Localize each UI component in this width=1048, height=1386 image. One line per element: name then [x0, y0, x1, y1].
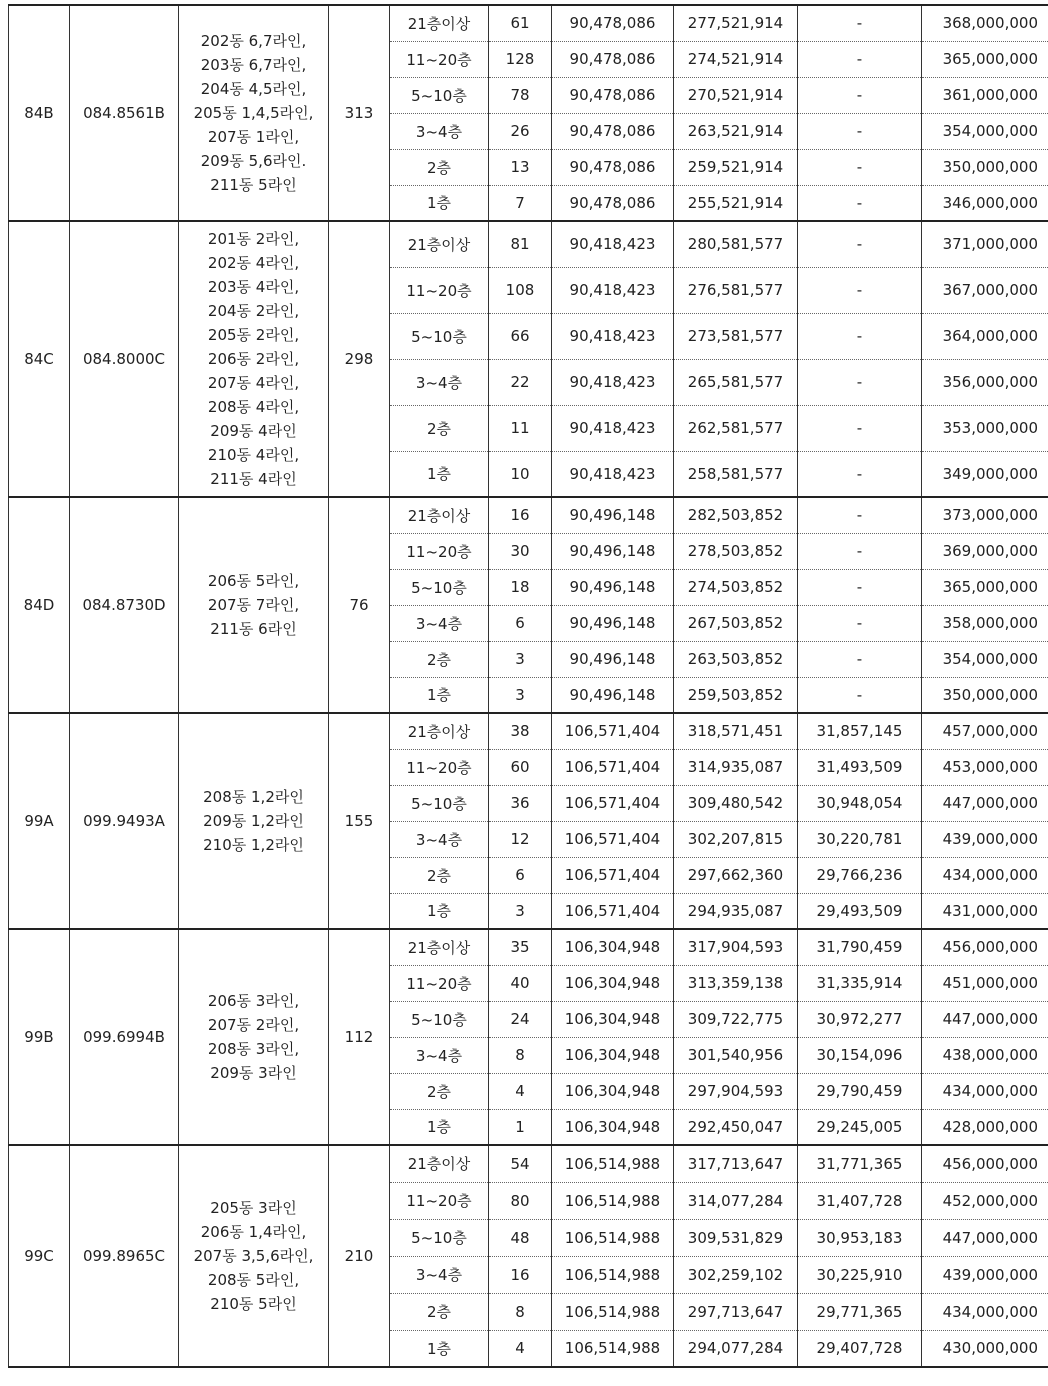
floor-cell: 2층 [390, 641, 489, 677]
building-price-cell: 309,480,542 [674, 785, 798, 821]
vat-cell: - [798, 497, 922, 533]
total-price-cell: 434,000,000 [922, 1073, 1048, 1109]
unit-type-cell: 84C [9, 221, 70, 497]
floor-count-cell: 12 [489, 821, 552, 857]
buildings-cell: 206동 5라인, 207동 7라인, 211동 6라인 [179, 497, 329, 713]
floor-count-cell: 6 [489, 857, 552, 893]
floor-count-cell: 1 [489, 1109, 552, 1145]
floor-count-cell: 24 [489, 1001, 552, 1037]
vat-cell: - [798, 313, 922, 359]
vat-cell: 30,953,183 [798, 1219, 922, 1256]
floor-count-cell: 18 [489, 569, 552, 605]
floor-cell: 1층 [390, 893, 489, 929]
vat-cell: 31,857,145 [798, 713, 922, 749]
total-price-cell: 447,000,000 [922, 1001, 1048, 1037]
floor-cell: 5~10층 [390, 77, 489, 113]
floor-cell: 1층 [390, 677, 489, 713]
total-price-cell: 365,000,000 [922, 41, 1048, 77]
total-price-cell: 457,000,000 [922, 713, 1048, 749]
total-price-cell: 354,000,000 [922, 641, 1048, 677]
total-price-cell: 353,000,000 [922, 405, 1048, 451]
floor-count-cell: 7 [489, 185, 552, 221]
vat-cell: - [798, 533, 922, 569]
building-price-cell: 282,503,852 [674, 497, 798, 533]
floor-cell: 5~10층 [390, 785, 489, 821]
model-code-cell: 084.8561B [70, 5, 179, 221]
floor-count-cell: 30 [489, 533, 552, 569]
land-price-cell: 106,514,988 [552, 1293, 674, 1330]
building-price-cell: 262,581,577 [674, 405, 798, 451]
vat-cell: - [798, 221, 922, 267]
floor-count-cell: 3 [489, 641, 552, 677]
total-price-cell: 447,000,000 [922, 1219, 1048, 1256]
floor-cell: 21층이상 [390, 1145, 489, 1182]
unit-type-cell: 84D [9, 497, 70, 713]
floor-cell: 11~20층 [390, 533, 489, 569]
floor-count-cell: 78 [489, 77, 552, 113]
building-price-cell: 313,359,138 [674, 965, 798, 1001]
total-price-cell: 356,000,000 [922, 359, 1048, 405]
total-price-cell: 453,000,000 [922, 749, 1048, 785]
floor-count-cell: 11 [489, 405, 552, 451]
vat-cell: 29,493,509 [798, 893, 922, 929]
vat-cell: 31,790,459 [798, 929, 922, 965]
vat-cell: - [798, 677, 922, 713]
floor-cell: 3~4층 [390, 1256, 489, 1293]
unit-count-cell: 298 [329, 221, 390, 497]
total-price-cell: 369,000,000 [922, 533, 1048, 569]
floor-cell: 11~20층 [390, 267, 489, 313]
total-price-cell: 368,000,000 [922, 5, 1048, 41]
model-code-cell: 084.8000C [70, 221, 179, 497]
unit-count-cell: 210 [329, 1145, 390, 1367]
floor-cell: 2층 [390, 1293, 489, 1330]
table-row [9, 713, 1048, 749]
total-price-cell: 364,000,000 [922, 313, 1048, 359]
total-price-cell: 451,000,000 [922, 965, 1048, 1001]
buildings-cell: 206동 3라인, 207동 2라인, 208동 3라인, 209동 3라인 [179, 929, 329, 1145]
floor-cell: 5~10층 [390, 1001, 489, 1037]
total-price-cell: 452,000,000 [922, 1182, 1048, 1219]
floor-cell: 11~20층 [390, 41, 489, 77]
unit-type-cell: 99B [9, 929, 70, 1145]
model-code-cell: 084.8730D [70, 497, 179, 713]
floor-cell: 21층이상 [390, 221, 489, 267]
floor-cell: 1층 [390, 451, 489, 497]
total-price-cell: 431,000,000 [922, 893, 1048, 929]
total-price-cell: 361,000,000 [922, 77, 1048, 113]
vat-cell: - [798, 641, 922, 677]
floor-cell: 2층 [390, 857, 489, 893]
total-price-cell: 354,000,000 [922, 113, 1048, 149]
building-price-cell: 314,077,284 [674, 1182, 798, 1219]
land-price-cell: 90,418,423 [552, 451, 674, 497]
total-price-cell: 349,000,000 [922, 451, 1048, 497]
floor-cell: 5~10층 [390, 313, 489, 359]
land-price-cell: 106,304,948 [552, 1109, 674, 1145]
land-price-cell: 106,514,988 [552, 1145, 674, 1182]
vat-cell: - [798, 185, 922, 221]
land-price-cell: 106,514,988 [552, 1256, 674, 1293]
building-price-cell: 280,581,577 [674, 221, 798, 267]
land-price-cell: 90,478,086 [552, 41, 674, 77]
building-price-cell: 317,713,647 [674, 1145, 798, 1182]
buildings-cell: 201동 2라인, 202동 4라인, 203동 4라인, 204동 2라인, 205동 2라인, 206동 2라인, 207동 4라인, 208동 4라인, 209동 4라인 210동 4라인, 211동 4라인 [179, 221, 329, 497]
land-price-cell: 106,304,948 [552, 1001, 674, 1037]
land-price-cell: 90,496,148 [552, 533, 674, 569]
vat-cell: - [798, 113, 922, 149]
land-price-cell: 90,496,148 [552, 497, 674, 533]
vat-cell: - [798, 359, 922, 405]
floor-count-cell: 48 [489, 1219, 552, 1256]
land-price-cell: 90,478,086 [552, 5, 674, 41]
floor-count-cell: 3 [489, 893, 552, 929]
floor-count-cell: 8 [489, 1293, 552, 1330]
buildings-cell: 208동 1,2라인 209동 1,2라인 210동 1,2라인 [179, 713, 329, 929]
floor-cell: 3~4층 [390, 821, 489, 857]
land-price-cell: 90,478,086 [552, 149, 674, 185]
vat-cell: 29,790,459 [798, 1073, 922, 1109]
building-price-cell: 274,521,914 [674, 41, 798, 77]
vat-cell: 31,493,509 [798, 749, 922, 785]
building-price-cell: 297,904,593 [674, 1073, 798, 1109]
unit-type-cell: 99A [9, 713, 70, 929]
unit-count-cell: 313 [329, 5, 390, 221]
vat-cell: 31,335,914 [798, 965, 922, 1001]
model-code-cell: 099.8965C [70, 1145, 179, 1367]
building-price-cell: 297,662,360 [674, 857, 798, 893]
land-price-cell: 90,496,148 [552, 677, 674, 713]
land-price-cell: 106,514,988 [552, 1330, 674, 1367]
vat-cell: - [798, 77, 922, 113]
land-price-cell: 90,418,423 [552, 313, 674, 359]
building-price-cell: 301,540,956 [674, 1037, 798, 1073]
floor-count-cell: 54 [489, 1145, 552, 1182]
building-price-cell: 265,581,577 [674, 359, 798, 405]
land-price-cell: 90,478,086 [552, 77, 674, 113]
vat-cell: - [798, 149, 922, 185]
floor-count-cell: 81 [489, 221, 552, 267]
floor-cell: 11~20층 [390, 749, 489, 785]
total-price-cell: 439,000,000 [922, 1256, 1048, 1293]
floor-count-cell: 4 [489, 1073, 552, 1109]
land-price-cell: 106,304,948 [552, 1073, 674, 1109]
floor-cell: 2층 [390, 1073, 489, 1109]
building-price-cell: 309,531,829 [674, 1219, 798, 1256]
floor-cell: 2층 [390, 149, 489, 185]
total-price-cell: 371,000,000 [922, 221, 1048, 267]
vat-cell: - [798, 405, 922, 451]
vat-cell: 29,771,365 [798, 1293, 922, 1330]
floor-count-cell: 4 [489, 1330, 552, 1367]
floor-cell: 3~4층 [390, 113, 489, 149]
floor-cell: 3~4층 [390, 1037, 489, 1073]
table-row [9, 1145, 1048, 1182]
building-price-cell: 309,722,775 [674, 1001, 798, 1037]
land-price-cell: 106,571,404 [552, 749, 674, 785]
land-price-cell: 90,418,423 [552, 359, 674, 405]
price-table-body [9, 5, 1048, 1367]
land-price-cell: 90,496,148 [552, 605, 674, 641]
vat-cell: - [798, 5, 922, 41]
building-price-cell: 297,713,647 [674, 1293, 798, 1330]
floor-cell: 5~10층 [390, 569, 489, 605]
building-price-cell: 263,521,914 [674, 113, 798, 149]
floor-cell: 3~4층 [390, 605, 489, 641]
floor-count-cell: 13 [489, 149, 552, 185]
land-price-cell: 106,514,988 [552, 1219, 674, 1256]
vat-cell: 30,972,277 [798, 1001, 922, 1037]
price-table [8, 4, 1048, 1368]
table-row [9, 497, 1048, 533]
land-price-cell: 90,418,423 [552, 267, 674, 313]
vat-cell: 30,948,054 [798, 785, 922, 821]
floor-count-cell: 6 [489, 605, 552, 641]
building-price-cell: 273,581,577 [674, 313, 798, 359]
floor-cell: 21층이상 [390, 713, 489, 749]
building-price-cell: 292,450,047 [674, 1109, 798, 1145]
building-price-cell: 318,571,451 [674, 713, 798, 749]
building-price-cell: 302,259,102 [674, 1256, 798, 1293]
building-price-cell: 278,503,852 [674, 533, 798, 569]
floor-count-cell: 80 [489, 1182, 552, 1219]
building-price-cell: 314,935,087 [674, 749, 798, 785]
building-price-cell: 317,904,593 [674, 929, 798, 965]
floor-count-cell: 16 [489, 497, 552, 533]
land-price-cell: 106,571,404 [552, 713, 674, 749]
total-price-cell: 350,000,000 [922, 677, 1048, 713]
total-price-cell: 434,000,000 [922, 857, 1048, 893]
floor-cell: 1층 [390, 185, 489, 221]
land-price-cell: 106,514,988 [552, 1182, 674, 1219]
land-price-cell: 106,571,404 [552, 821, 674, 857]
vat-cell: 29,766,236 [798, 857, 922, 893]
building-price-cell: 267,503,852 [674, 605, 798, 641]
total-price-cell: 439,000,000 [922, 821, 1048, 857]
total-price-cell: 428,000,000 [922, 1109, 1048, 1145]
total-price-cell: 367,000,000 [922, 267, 1048, 313]
vat-cell: 29,407,728 [798, 1330, 922, 1367]
land-price-cell: 106,571,404 [552, 785, 674, 821]
model-code-cell: 099.6994B [70, 929, 179, 1145]
building-price-cell: 259,503,852 [674, 677, 798, 713]
unit-count-cell: 155 [329, 713, 390, 929]
vat-cell: 30,220,781 [798, 821, 922, 857]
floor-count-cell: 61 [489, 5, 552, 41]
floor-count-cell: 66 [489, 313, 552, 359]
building-price-cell: 276,581,577 [674, 267, 798, 313]
vat-cell: - [798, 569, 922, 605]
vat-cell: 29,245,005 [798, 1109, 922, 1145]
building-price-cell: 270,521,914 [674, 77, 798, 113]
land-price-cell: 90,478,086 [552, 185, 674, 221]
total-price-cell: 438,000,000 [922, 1037, 1048, 1073]
floor-cell: 1층 [390, 1330, 489, 1367]
floor-count-cell: 3 [489, 677, 552, 713]
floor-count-cell: 35 [489, 929, 552, 965]
land-price-cell: 90,418,423 [552, 405, 674, 451]
floor-cell: 1층 [390, 1109, 489, 1145]
floor-count-cell: 10 [489, 451, 552, 497]
floor-count-cell: 128 [489, 41, 552, 77]
vat-cell: - [798, 605, 922, 641]
land-price-cell: 90,496,148 [552, 569, 674, 605]
floor-count-cell: 26 [489, 113, 552, 149]
floor-count-cell: 40 [489, 965, 552, 1001]
total-price-cell: 456,000,000 [922, 1145, 1048, 1182]
total-price-cell: 350,000,000 [922, 149, 1048, 185]
vat-cell: - [798, 451, 922, 497]
floor-count-cell: 22 [489, 359, 552, 405]
building-price-cell: 294,935,087 [674, 893, 798, 929]
vat-cell: - [798, 41, 922, 77]
land-price-cell: 90,418,423 [552, 221, 674, 267]
total-price-cell: 365,000,000 [922, 569, 1048, 605]
land-price-cell: 106,571,404 [552, 893, 674, 929]
table-row [9, 929, 1048, 965]
total-price-cell: 373,000,000 [922, 497, 1048, 533]
buildings-cell: 202동 6,7라인, 203동 6,7라인, 204동 4,5라인, 205동 1,4,5라인, 207동 1라인, 209동 5,6라인. 211동 5라인 [179, 5, 329, 221]
building-price-cell: 255,521,914 [674, 185, 798, 221]
floor-count-cell: 16 [489, 1256, 552, 1293]
unit-count-cell: 112 [329, 929, 390, 1145]
land-price-cell: 106,304,948 [552, 965, 674, 1001]
floor-count-cell: 60 [489, 749, 552, 785]
land-price-cell: 90,478,086 [552, 113, 674, 149]
vat-cell: 30,154,096 [798, 1037, 922, 1073]
floor-count-cell: 8 [489, 1037, 552, 1073]
unit-type-cell: 99C [9, 1145, 70, 1367]
floor-count-cell: 38 [489, 713, 552, 749]
model-code-cell: 099.9493A [70, 713, 179, 929]
total-price-cell: 447,000,000 [922, 785, 1048, 821]
vat-cell: 31,407,728 [798, 1182, 922, 1219]
land-price-cell: 106,304,948 [552, 1037, 674, 1073]
building-price-cell: 294,077,284 [674, 1330, 798, 1367]
vat-cell: - [798, 267, 922, 313]
floor-cell: 21층이상 [390, 929, 489, 965]
building-price-cell: 258,581,577 [674, 451, 798, 497]
floor-cell: 3~4층 [390, 359, 489, 405]
floor-cell: 11~20층 [390, 1182, 489, 1219]
floor-cell: 5~10층 [390, 1219, 489, 1256]
floor-count-cell: 36 [489, 785, 552, 821]
floor-cell: 11~20층 [390, 965, 489, 1001]
unit-count-cell: 76 [329, 497, 390, 713]
floor-cell: 21층이상 [390, 5, 489, 41]
land-price-cell: 106,571,404 [552, 857, 674, 893]
building-price-cell: 302,207,815 [674, 821, 798, 857]
building-price-cell: 277,521,914 [674, 5, 798, 41]
floor-cell: 2층 [390, 405, 489, 451]
total-price-cell: 430,000,000 [922, 1330, 1048, 1367]
total-price-cell: 434,000,000 [922, 1293, 1048, 1330]
building-price-cell: 274,503,852 [674, 569, 798, 605]
land-price-cell: 90,496,148 [552, 641, 674, 677]
buildings-cell: 205동 3라인 206동 1,4라인, 207동 3,5,6라인, 208동 5라인, 210동 5라인 [179, 1145, 329, 1367]
land-price-cell: 106,304,948 [552, 929, 674, 965]
vat-cell: 31,771,365 [798, 1145, 922, 1182]
table-row [9, 5, 1048, 41]
floor-count-cell: 108 [489, 267, 552, 313]
building-price-cell: 263,503,852 [674, 641, 798, 677]
total-price-cell: 346,000,000 [922, 185, 1048, 221]
vat-cell: 30,225,910 [798, 1256, 922, 1293]
table-row [9, 221, 1048, 267]
building-price-cell: 259,521,914 [674, 149, 798, 185]
total-price-cell: 456,000,000 [922, 929, 1048, 965]
total-price-cell: 358,000,000 [922, 605, 1048, 641]
unit-type-cell: 84B [9, 5, 70, 221]
floor-cell: 21층이상 [390, 497, 489, 533]
